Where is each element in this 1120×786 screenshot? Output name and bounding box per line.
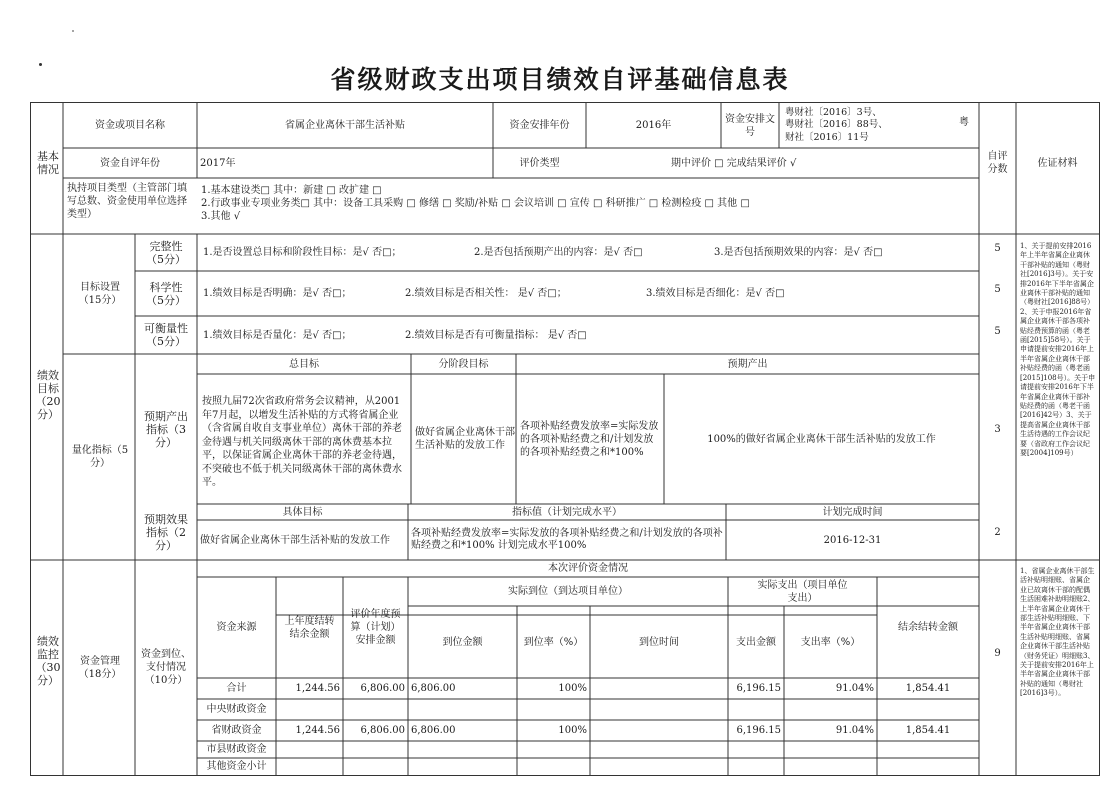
label-self-score: 自评分数: [987, 151, 1008, 175]
completeness-q2: 2.是否包括预期产出的内容：是√ 否□: [474, 247, 643, 258]
fund-row-carry: 1,244.56: [295, 725, 340, 736]
section-basic: 基本情况: [37, 150, 59, 176]
fund-row-carry: 1,244.56: [295, 683, 340, 694]
label-fund-doc: 资金安排文号: [725, 113, 775, 138]
fund-row-rate: 100%: [558, 683, 587, 694]
header-indicator-value: 指标值（计划完成水平）: [512, 506, 622, 518]
section-perf-monitor: 绩效监控（30分）: [35, 635, 61, 687]
header-arrival-time: 到位时间: [639, 636, 679, 648]
completeness-q1: 1.是否设置总目标和阶段性目标：是√ 否□；: [203, 247, 402, 258]
evidence-perf-goal: 1、关于提前安排2016年上半年省属企业离休干部补贴的通知（粤财社[2016]3号）。关于安排2016年下半年省属企业离休干部补贴的通知（粤财社[2016]88号）2、关于申报2016年省属企业离休干部各项补贴经费预算的函（粤老函[2015]58号）。关于申请提前安排2016年上半年省属企业离休干部补贴经费的函（粤老函[2015]108号）。关于申请提前安排2016年下半年省属企业离休干部补贴经费的函（粤老干函[2016]42号）3、关于提高省属企业离休干部生活待遇的工作会议纪要（省政府工作会议纪要[2004]109号）: [1020, 242, 1096, 457]
value-project-name: 省属企业离休干部生活补贴: [285, 120, 405, 131]
measurable-q1: 1.绩效目标是否量化：是√ 否□；: [203, 329, 352, 341]
fund-row-label: 中央财政资金: [206, 704, 267, 715]
info-table: [30, 102, 1100, 776]
header-specific-target: 具体目标: [282, 506, 323, 518]
evidence-monitor: 1、省属企业离休干部生活补贴明细账、省属企业已故离休干部的配偶生活困难补助明细账2、上半年省属企业离休干部生活补贴明细账、下半年省属企业离休干部生活补贴明细账、省属企业离休干部生活补贴（财务凭证）明细账3、关于提前安排2016年上半年省属企业离休干部补贴的通知（粤财社[2016]3号）。: [1020, 567, 1095, 698]
label-scientific: 科学性（5分）: [146, 280, 186, 307]
fund-row-label: 合计: [226, 683, 247, 694]
label-project-type: 执持项目类型（主管部门填写总数、资金使用单位选择类型）: [67, 183, 187, 220]
value-fund-doc-extra: 粤: [959, 116, 969, 128]
header-arrival-amount: 到位金额: [442, 636, 483, 648]
fund-row-plan: 6,806.00: [360, 725, 405, 736]
header-spend-amount: 支出金额: [736, 636, 776, 648]
fund-row-plan: 6,806.00: [360, 683, 405, 694]
label-quant-indicator: 量化指标（5分）: [71, 445, 129, 469]
scientific-q1: 1.绩效目标是否明确：是√ 否□；: [203, 288, 352, 299]
header-plan-time: 计划完成时间: [822, 506, 883, 518]
label-fund-year: 资金安排年份: [509, 120, 570, 131]
fund-row-spend: 6,196.15: [736, 683, 781, 694]
fund-row-amount: 6,806.00: [411, 725, 456, 736]
header-overall-goal: 总目标: [289, 358, 319, 370]
measurable-q2: 2.绩效目标是否有可衡量指标： 是√ 否□: [405, 329, 587, 341]
fund-row-label: 市县财政资金: [206, 744, 267, 755]
label-effect-indicator: 预期效果指标（2分）: [144, 512, 188, 552]
header-spend-rate: 支出率（%）: [800, 636, 861, 648]
fund-row-spend-rate: 91.04%: [835, 725, 874, 736]
header-balance: 结余结转金额: [898, 622, 958, 633]
score-output: 3: [994, 423, 1001, 435]
score-measurable: 5: [994, 325, 1001, 337]
value-fund-year: 2016年: [635, 120, 672, 131]
header-actual-spend: 实际支出（项目单位支出）: [757, 579, 848, 604]
header-expected-output: 预期产出: [727, 358, 768, 370]
label-eval-type: 评价类型: [519, 157, 560, 169]
label-eval-year: 资金自评年份: [100, 157, 160, 169]
label-project-name: 资金或项目名称: [95, 120, 165, 131]
value-indicator-value: 各项补贴经费发放率=实际发放的各项补贴经费之和/计划发放的各项补贴经费之和*100% 计划完成水平100%: [411, 528, 723, 551]
header-stage-goal: 分阶段目标: [438, 358, 489, 370]
label-output-indicator: 预期产出指标（3分）: [144, 409, 188, 449]
fund-row-rate: 100%: [558, 725, 587, 736]
header-carryover: 上年度结转结余金额: [284, 615, 335, 640]
value-specific-target: 做好省属企业离休干部生活补贴的发放工作: [200, 534, 390, 546]
label-measurable: 可衡量性（5分）: [144, 322, 188, 348]
section-perf-goal: 绩效目标（20分）: [35, 369, 61, 421]
score-monitor: 9: [994, 647, 1001, 659]
scan-speck: [72, 30, 74, 32]
value-stage-goal: 做好省属企业离休干部生活补贴的发放工作: [415, 427, 515, 451]
header-current-funds: 本次评价资金情况: [548, 563, 628, 574]
header-arrival-rate: 到位率（%）: [523, 636, 584, 648]
completeness-q3: 3.是否包括预期效果的内容：是√ 否□: [714, 247, 883, 258]
label-completeness: 完整性（5分）: [146, 239, 186, 266]
value-overall-goal: 按照九届72次省政府常务会议精神，从2001年7月起，以增发生活补贴的方式将省属企业（含省属自收自支事业单位）离休干部的养老金待遇与机关同级离休干部的离休费基本拉平，以保证省属企业离休干部的养老金待遇，不突破也不低于机关同级离休干部的离休费水平。: [202, 396, 402, 488]
score-scientific: 5: [994, 283, 1001, 295]
header-actual-arrival: 实际到位（到达项目单位）: [508, 586, 628, 597]
label-goal-setting: 目标设置（15分）: [78, 282, 122, 306]
value-output-formula: 各项补贴经费发放率=实际发放的各项补贴经费之和/计划发放的各项补贴经费之和*100%: [520, 420, 659, 458]
score-effect: 2: [994, 526, 1001, 538]
scientific-q2: 2.绩效目标是否相关性： 是√ 否□；: [405, 288, 567, 299]
fund-row-spend: 6,196.15: [736, 725, 781, 736]
fund-row-label: 其他资金小计: [206, 761, 267, 772]
label-fund-mgmt: 资金管理（18分）: [78, 655, 122, 680]
fund-row-time: [590, 678, 728, 699]
header-plan-amount: 评价年度预算（计划）安排金额: [350, 609, 401, 646]
score-completeness: 5: [994, 242, 1001, 254]
label-evidence: 佐证材料: [1037, 157, 1078, 169]
fund-row-balance: 1,854.41: [905, 725, 951, 736]
label-fund-arrival: 资金到位、支付情况（10分）: [141, 649, 191, 686]
header-fund-source: 资金来源: [216, 622, 257, 633]
value-fund-doc: 粤财社〔2016〕3号、 粤财社〔2016〕88号、 财社〔2016〕11号: [785, 106, 888, 143]
value-eval-year: 2017年: [200, 157, 236, 169]
page-title: 省级财政支出项目绩效自评基础信息表: [330, 65, 790, 94]
value-eval-type: 期中评价 □ 完成结果评价 √: [671, 157, 797, 169]
fund-row-spend-rate: 91.04%: [835, 683, 874, 694]
fund-row-amount: 6,806.00: [411, 683, 456, 694]
value-plan-time: 2016-12-31: [823, 534, 882, 546]
fund-row-balance: 1,854.41: [905, 683, 951, 694]
scientific-q3: 3.绩效目标是否细化：是√ 否□: [646, 288, 785, 299]
value-expected-output: 100%的做好省属企业离休干部生活补贴的发放工作: [707, 433, 936, 445]
fund-row-label: 省财政资金: [211, 725, 262, 736]
value-project-type: 1.基本建设类□ 其中：新建 □ 改扩建 □ 2.行政事业专项业务类□ 其中：设备工具采购 □ 修缮 □ 奖励/补贴 □ 会议培训 □ 宣传 □ 科研推广 □ 检测检疫 □ 其他 □ 3.其他 √: [201, 185, 750, 222]
